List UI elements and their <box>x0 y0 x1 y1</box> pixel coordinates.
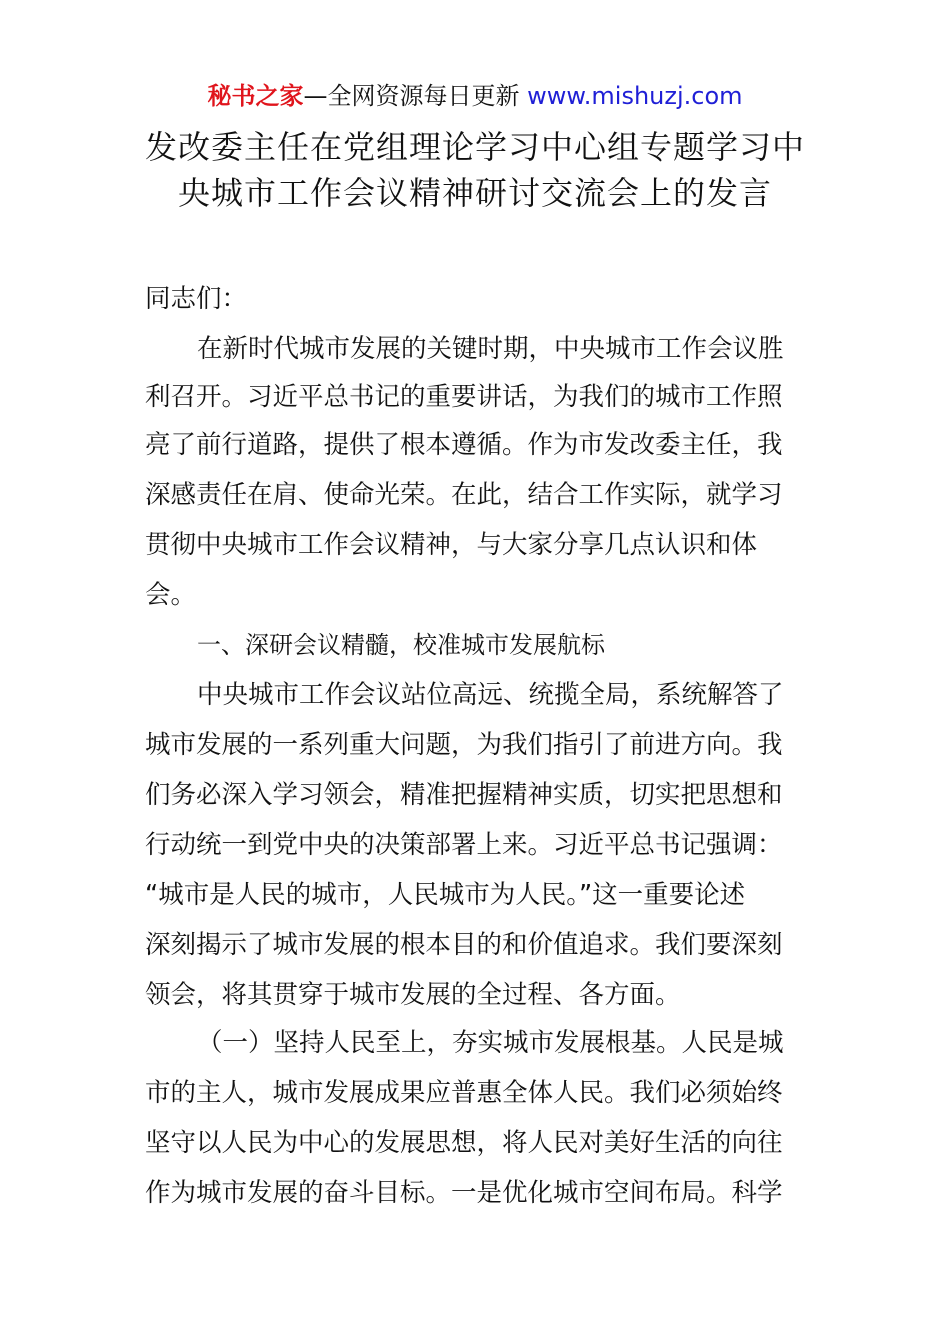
paragraph-line: 中央城市工作会议站位高远、统揽全局，系统解答了 <box>197 680 784 710</box>
brand-name: 秘书之家 <box>207 82 304 110</box>
paragraph-line: 亮了前行道路，提供了根本遵循。作为市发改委主任，我 <box>145 430 783 460</box>
site-url-link[interactable]: www.mishuzj.com <box>527 82 743 110</box>
paragraph-line: （一）坚持人民至上，夯实城市发展根基。人民是城 <box>197 1028 784 1058</box>
title-line-1: 发改委主任在党组理论学习中心组专题学习中 <box>144 128 805 166</box>
section-heading: 一、深研会议精髓，校准城市发展航标 <box>197 631 605 659</box>
paragraph-line: 坚守以人民为中心的发展思想，将人民对美好生活的向往 <box>145 1128 783 1158</box>
site-header <box>0 80 950 112</box>
paragraph-line: 深刻揭示了城市发展的根本目的和价值追求。我们要深刻 <box>145 930 783 960</box>
document-title <box>0 124 950 216</box>
paragraph-line: “城市是人民的城市，人民城市为人民。”这一重要论述 <box>145 880 746 910</box>
paragraph-line: 们务必深入学习领会，精准把握精神实质，切实把思想和 <box>145 780 783 810</box>
paragraph-line: 在新时代城市发展的关键时期，中央城市工作会议胜 <box>197 334 784 364</box>
salutation: 同志们： <box>145 284 248 314</box>
paragraph-line: 会。 <box>145 580 197 610</box>
paragraph-line: 深感责任在肩、使命光荣。在此，结合工作实际，就学习 <box>145 480 783 510</box>
paragraph-line: 贯彻中央城市工作会议精神，与大家分享几点认识和体 <box>145 530 758 560</box>
paragraph-line: 利召开。习近平总书记的重要讲话，为我们的城市工作照 <box>145 382 783 412</box>
paragraph-line: 行动统一到党中央的决策部署上来。习近平总书记强调： <box>145 830 783 860</box>
paragraph-line: 市的主人，城市发展成果应普惠全体人民。我们必须始终 <box>145 1078 783 1108</box>
title-line-2: 央城市工作会议精神研讨交流会上的发言 <box>177 174 772 212</box>
paragraph-line: 领会，将其贯穿于城市发展的全过程、各方面。 <box>145 980 681 1010</box>
paragraph-line: 城市发展的一系列重大问题，为我们指引了前进方向。我 <box>145 730 783 760</box>
paragraph-line: 作为城市发展的奋斗目标。一是优化城市空间布局。科学 <box>145 1178 783 1208</box>
site-tagline: —全网资源每日更新 <box>303 82 520 110</box>
